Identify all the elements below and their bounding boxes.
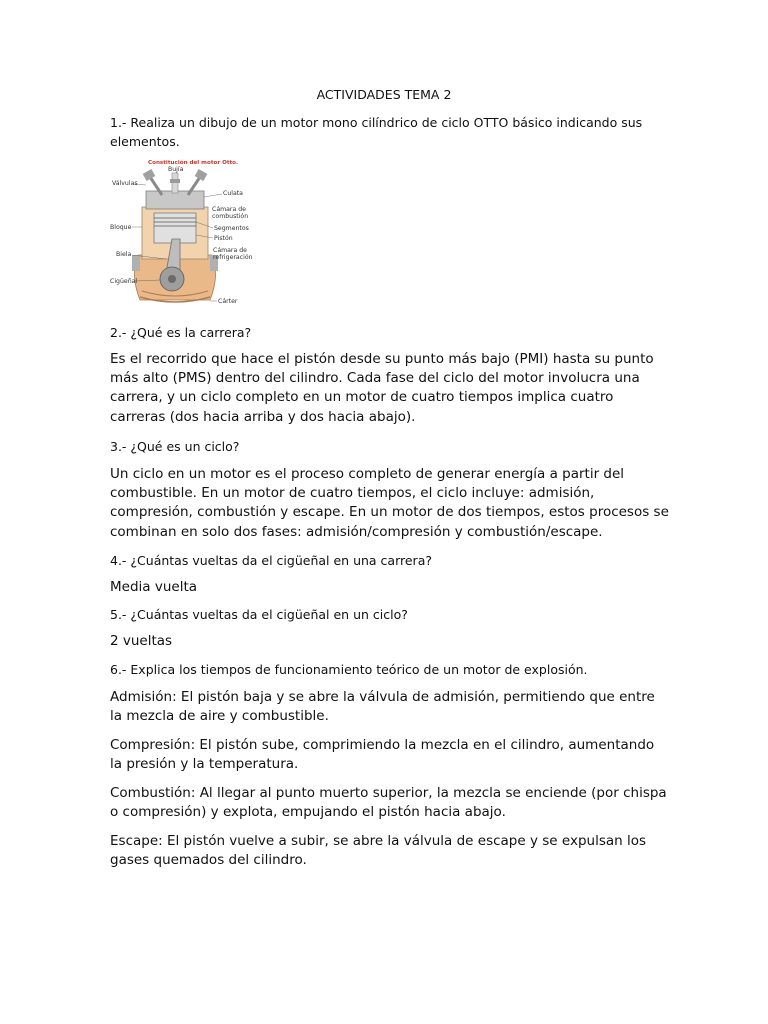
label-segmentos: Segmentos — [214, 225, 249, 232]
answer-6-combustion: Combustión: Al llegar al punto muerto superior, la mezcla se enciende (por chispa o compresión) y explota, empujando el pistón hacia abajo. — [110, 785, 667, 821]
answer-6-escape: Escape: El pistón vuelve a subir, se abre la válvula de escape y se expulsan los gases quemados del cilindro. — [110, 833, 647, 869]
question-6: 6.- Explica los tiempos de funcionamiento teórico de un motor de explosión. — [110, 662, 588, 677]
label-cigueñal: Cigüeñal — [110, 278, 138, 285]
question-4: 4.- ¿Cuántas vueltas da el cigüeñal en una carrera? — [110, 553, 432, 568]
answer-5: 2 vueltas — [110, 633, 173, 649]
label-culata: Culata — [223, 190, 243, 197]
question-1: 1.- Realiza un dibujo de un motor mono cilíndrico de ciclo OTTO básico indicando sus elementos. — [110, 115, 643, 149]
answer-6-compresion: Compresión: El pistón sube, comprimiendo la mezcla en el cilindro, aumentando la presión y la temperatura. — [110, 737, 655, 773]
question-3: 3.- ¿Qué es un ciclo? — [110, 439, 240, 454]
question-2: 2.- ¿Qué es la carrera? — [110, 325, 252, 340]
label-biela: Biela — [116, 251, 132, 258]
engine-illustration — [110, 155, 260, 315]
label-camara-refrigeracion-2: refrigeración — [213, 254, 253, 261]
otto-engine-diagram — [110, 155, 260, 315]
label-bloque: Bloque — [110, 224, 132, 231]
answer-3: Un ciclo en un motor es el proceso completo de generar energía a partir del combustible. En un motor de cuatro tiempos, el ciclo incluye: admisión, compresión, combustión y escape. En un motor de dos tiempos, estos procesos se combinan en solo dos fases: admisión/compresión y combustión/escape. — [110, 466, 669, 540]
label-valvulas: Válvulas — [112, 180, 138, 187]
answer-2: Es el recorrido que hace el pistón desde su punto más bajo (PMI) hasta su punto más alto (PMS) dentro del cilindro. Cada fase del ciclo del motor involucra una carrera, y un ciclo completo en un motor de cuatro tiempos implica cuatro carreras (dos hacia arriba y dos hacia abajo). — [110, 351, 654, 425]
label-camara-refrigeracion-1: Cámara de — [213, 247, 247, 254]
label-camara-combustion-1: Cámara de — [212, 206, 246, 213]
answer-4: Media vuelta — [110, 579, 198, 595]
answer-6-admision: Admisión: El pistón baja y se abre la válvula de admisión, permitiendo que entre la mezcla de aire y combustible. — [110, 689, 655, 725]
label-piston: Pistón — [214, 235, 233, 242]
question-5: 5.- ¿Cuántas vueltas da el cigüeñal en un ciclo? — [110, 607, 408, 622]
label-carter: Cárter — [218, 298, 238, 305]
figure-caption: Constitución del motor Otto. — [148, 160, 239, 166]
label-camara-combustion-2: combustión — [212, 213, 249, 220]
document-title: ACTIVIDADES TEMA 2 — [316, 87, 452, 102]
label-bujia: Bujía — [168, 166, 184, 173]
